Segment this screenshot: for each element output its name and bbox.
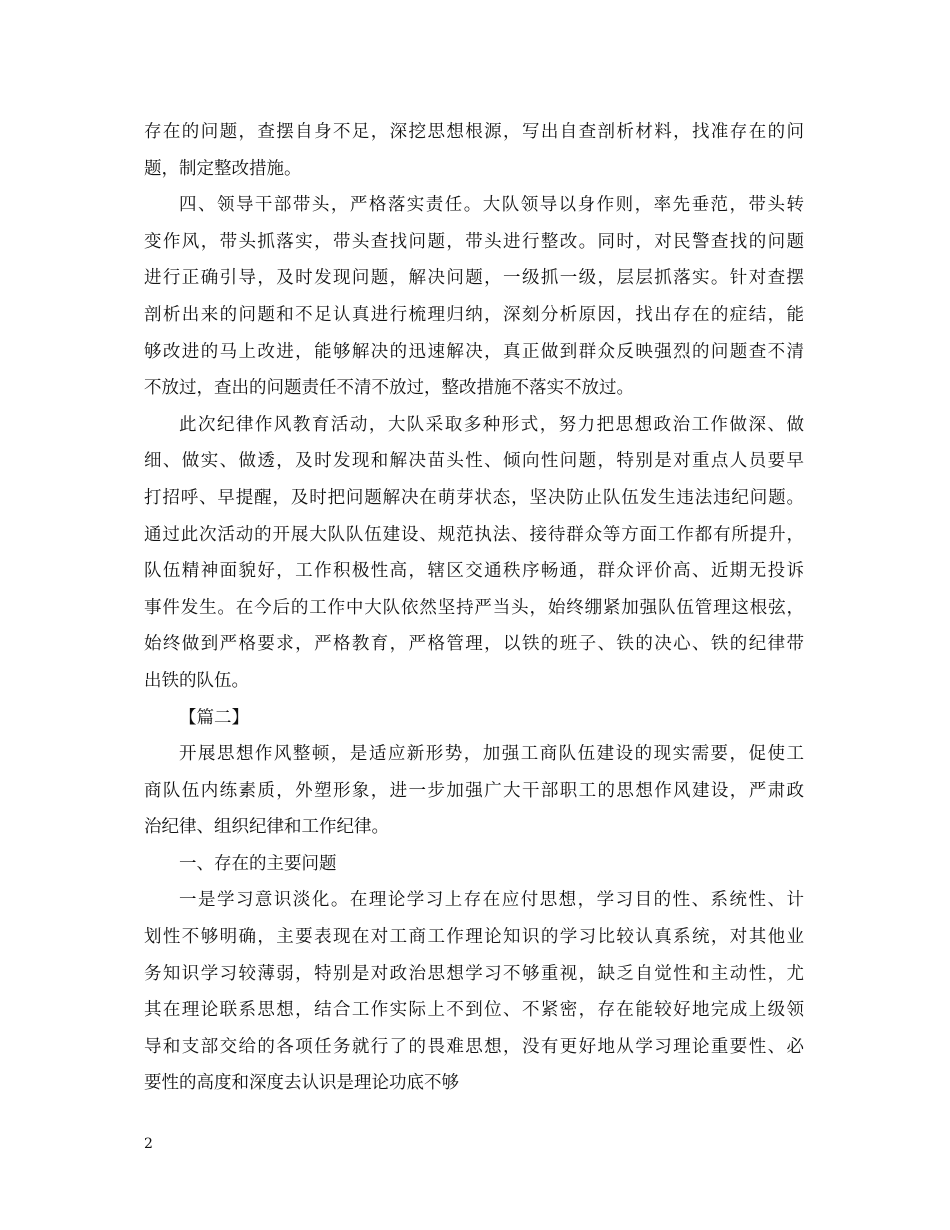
text-line: 进行正确引导，及时发现问题，解决问题，一级抓一级，层层抓落实。针对查摆 bbox=[144, 268, 804, 289]
text-line: 剖析出来的问题和不足认真进行梳理归纳，深刻分析原因，找出存在的症结，能 bbox=[144, 304, 804, 325]
text-line: 四、领导干部带头，严格落实责任。大队领导以身作则，率先垂范，带头转 bbox=[179, 195, 804, 216]
text-line: 务知识学习较薄弱，特别是对政治思想学习不够重视，缺乏自觉性和主动性，尤 bbox=[144, 963, 804, 984]
document-body bbox=[144, 114, 804, 1102]
text-line: 出铁的队伍。 bbox=[144, 670, 249, 691]
text-line: 一、存在的主要问题 bbox=[179, 853, 337, 874]
text-line: 划性不够明确，主要表现在对工商工作理论知识的学习比较认真系统，对其他业 bbox=[144, 927, 804, 948]
text-line: 一是学习意识淡化。在理论学习上存在应付思想，学习目的性、系统性、计 bbox=[179, 890, 804, 911]
page-number: 2 bbox=[144, 1136, 153, 1152]
text-line: 题，制定整改措施。 bbox=[144, 158, 302, 179]
text-line: 存在的问题，查摆自身不足，深挖思想根源，写出自查剖析材料，找准存在的问 bbox=[144, 122, 804, 142]
text-line: 此次纪律作风教育活动，大队采取多种形式，努力把思想政治工作做深、做 bbox=[179, 414, 804, 435]
text-line: 始终做到严格要求，严格教育，严格管理，以铁的班子、铁的决心、铁的纪律带 bbox=[144, 634, 804, 655]
text-line: 不放过，查出的问题责任不清不放过，整改措施不落实不放过。 bbox=[144, 378, 634, 399]
text-line: 要性的高度和深度去认识是理论功底不够 bbox=[144, 1073, 459, 1094]
text-line: 变作风，带头抓落实，带头查找问题，带头进行整改。同时，对民警查找的问题 bbox=[144, 231, 804, 252]
text-line: 【篇二】 bbox=[179, 707, 249, 728]
text-line: 其在理论联系思想，结合工作实际上不到位、不紧密，存在能较好地完成上级领 bbox=[144, 1000, 804, 1021]
text-line: 细、做实、做透，及时发现和解决苗头性、倾向性问题，特别是对重点人员要早 bbox=[144, 451, 804, 472]
text-line: 打招呼、早提醒，及时把问题解决在萌芽状态，坚决防止队伍发生违法违纪问题。 bbox=[144, 487, 804, 508]
text-line: 导和支部交给的各项任务就行了的畏难思想，没有更好地从学习理论重要性、必 bbox=[144, 1036, 804, 1057]
text-line: 队伍精神面貌好，工作积极性高，辖区交通秩序畅通，群众评价高、近期无投诉 bbox=[144, 561, 804, 582]
text-line: 开展思想作风整顿，是适应新形势，加强工商队伍建设的现实需要，促使工 bbox=[179, 744, 804, 765]
text-line: 通过此次活动的开展大队队伍建设、规范执法、接待群众等方面工作都有所提升， bbox=[144, 524, 804, 545]
text-line: 够改进的马上改进，能够解决的迅速解决，真正做到群众反映强烈的问题查不清 bbox=[144, 341, 804, 362]
text-line: 商队伍内练素质，外塑形象，进一步加强广大干部职工的思想作风建设，严肃政 bbox=[144, 780, 804, 801]
text-line: 事件发生。在今后的工作中大队依然坚持严当头，始终绷紧加强队伍管理这根弦， bbox=[144, 597, 804, 618]
text-line: 治纪律、组织纪律和工作纪律。 bbox=[144, 817, 389, 838]
